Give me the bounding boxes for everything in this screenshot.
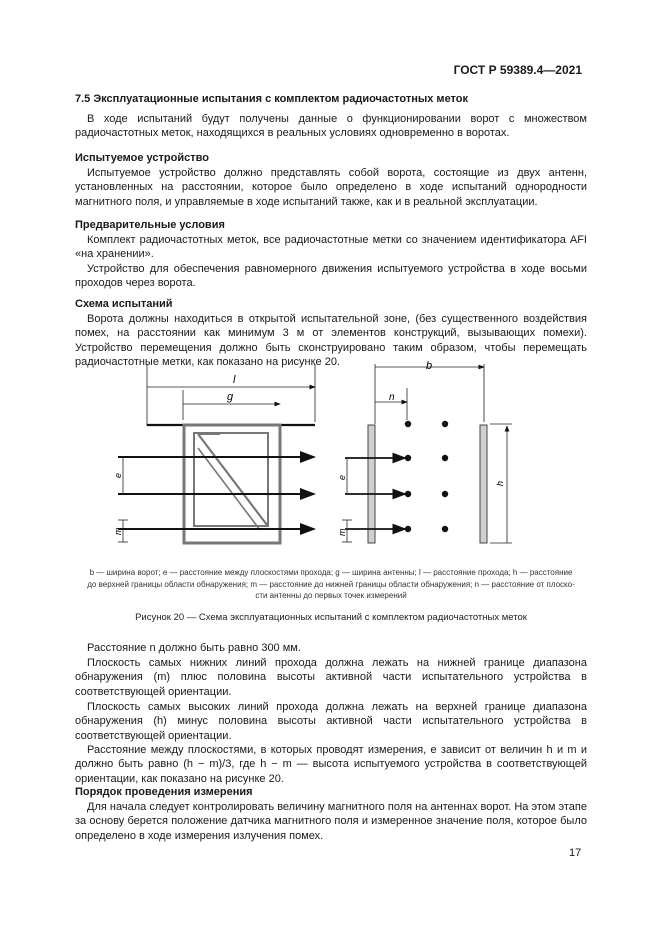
legend-line-1: b — ширина ворот; e — расстояние между плоскостями прохода; g — ширина антенны; l — расстояние прохода; h — расстояние xyxy=(89,568,573,577)
measurement-point xyxy=(405,491,411,497)
side-label-m: m xyxy=(337,528,347,536)
procedure-paragraph: Для начала следует контролировать величину магнитного поля на антеннах ворот. На этом этапе за основу берется положение датчика магнитного поля и измеренное значение поля, которое было определено в ходе измерения излучения помех. xyxy=(75,801,587,842)
label-h: h xyxy=(495,480,505,486)
preconditions-paragraph-2: Устройство для обеспечения равномерного движения испытуемого устройства в ходе восьми проходов через ворота. xyxy=(75,263,587,290)
measurement-point xyxy=(405,421,411,427)
antenna-plate-right xyxy=(480,425,487,543)
label-l: l xyxy=(233,374,236,386)
measurement-points xyxy=(405,421,448,532)
antenna-plate-left xyxy=(368,425,375,543)
page-number: 17 xyxy=(569,847,582,859)
side-label-e: e xyxy=(337,474,347,480)
figure-legend xyxy=(40,567,622,602)
section-title: 7.5 Эксплуатационные испытания с комплектом радиочастотных меток xyxy=(75,93,469,105)
label-g: g xyxy=(227,391,234,403)
measurement-point xyxy=(442,526,448,532)
legend-line-3: сти антенны до первых точек измерений xyxy=(255,591,407,600)
body-paragraph-3: Плоскость самых высоких линий прохода должна лежать на верхней границе диапазона обнаружения (h) минус половина высоты активной части испытательного устройства в соответствующей ориентации. xyxy=(75,701,587,742)
measurement-point xyxy=(405,455,411,461)
standard-header: ГОСТ Р 59389.4—2021 xyxy=(453,63,582,77)
label-m: m xyxy=(113,527,123,535)
scheme-heading: Схема испытаний xyxy=(75,298,173,310)
measurement-point xyxy=(442,455,448,461)
measurement-point xyxy=(442,421,448,427)
gate-side-view xyxy=(337,360,512,543)
body-paragraph-2: Плоскость самых нижних линий прохода должна лежать на нижней границе диапазона обнаружения (m) плюс половина высоты активной части испытательного устройства в соответствующей ориентации. xyxy=(75,657,587,698)
device-paragraph: Испытуемое устройство должно представлять собой ворота, состоящие из двух антенн, установленных на расстоянии, которое было определено в ходе испытаний однородности магнитного поля, и управляемые в ходе испытаний также, как и в реальной эксплуатации. xyxy=(75,167,587,208)
gate-front-view xyxy=(113,364,315,543)
figure-caption: Рисунок 20 — Схема эксплуатационных испытаний с комплектом радиочастотных меток xyxy=(135,612,527,623)
figure-20-diagram xyxy=(100,360,540,560)
measurement-point xyxy=(405,526,411,532)
measurement-point xyxy=(442,491,448,497)
legend-line-2: до верхней границы области обнаружения; m — расстояние до нижней границы области обнаружения; n — расстояние от плоско- xyxy=(87,579,575,589)
body-paragraph-4: Расстояние между плоскостями, в которых проводят измерения, e зависит от величин h и m и должно быть равно (h − m)/3, где h − m — высота испытуемого устройства в соответствующей ориентации, как показано на рисунке 20. xyxy=(75,744,587,785)
scheme-paragraph: Ворота должны находиться в открытой испытательной зоне, (без существенного воздействия помех, на расстоянии как минимум 3 м от элементов конструкций, вызывающих помехи). Устройство перемещения должно быть сконструировано таким образом, чтобы перемещать радиочастотные метки, как показано на рисунке 20. xyxy=(75,313,587,369)
device-heading: Испытуемое устройство xyxy=(75,152,209,164)
body-paragraph-1: Расстояние n должно быть равно 300 мм. xyxy=(87,642,301,654)
label-e: e xyxy=(113,472,123,478)
preconditions-paragraph-1: Комплект радиочастотных меток, все радиочастотные метки со значением идентификатора AFI «на хранении». xyxy=(75,234,587,261)
label-n: n xyxy=(389,392,395,403)
preconditions-heading: Предварительные условия xyxy=(75,219,225,231)
label-b: b xyxy=(426,360,433,372)
procedure-heading: Порядок проведения измерения xyxy=(75,786,253,798)
intro-paragraph: В ходе испытаний будут получены данные о функционировании ворот с множеством радиочастотных меток, находящихся в реальных условиях одновременно в воротах. xyxy=(75,113,587,140)
